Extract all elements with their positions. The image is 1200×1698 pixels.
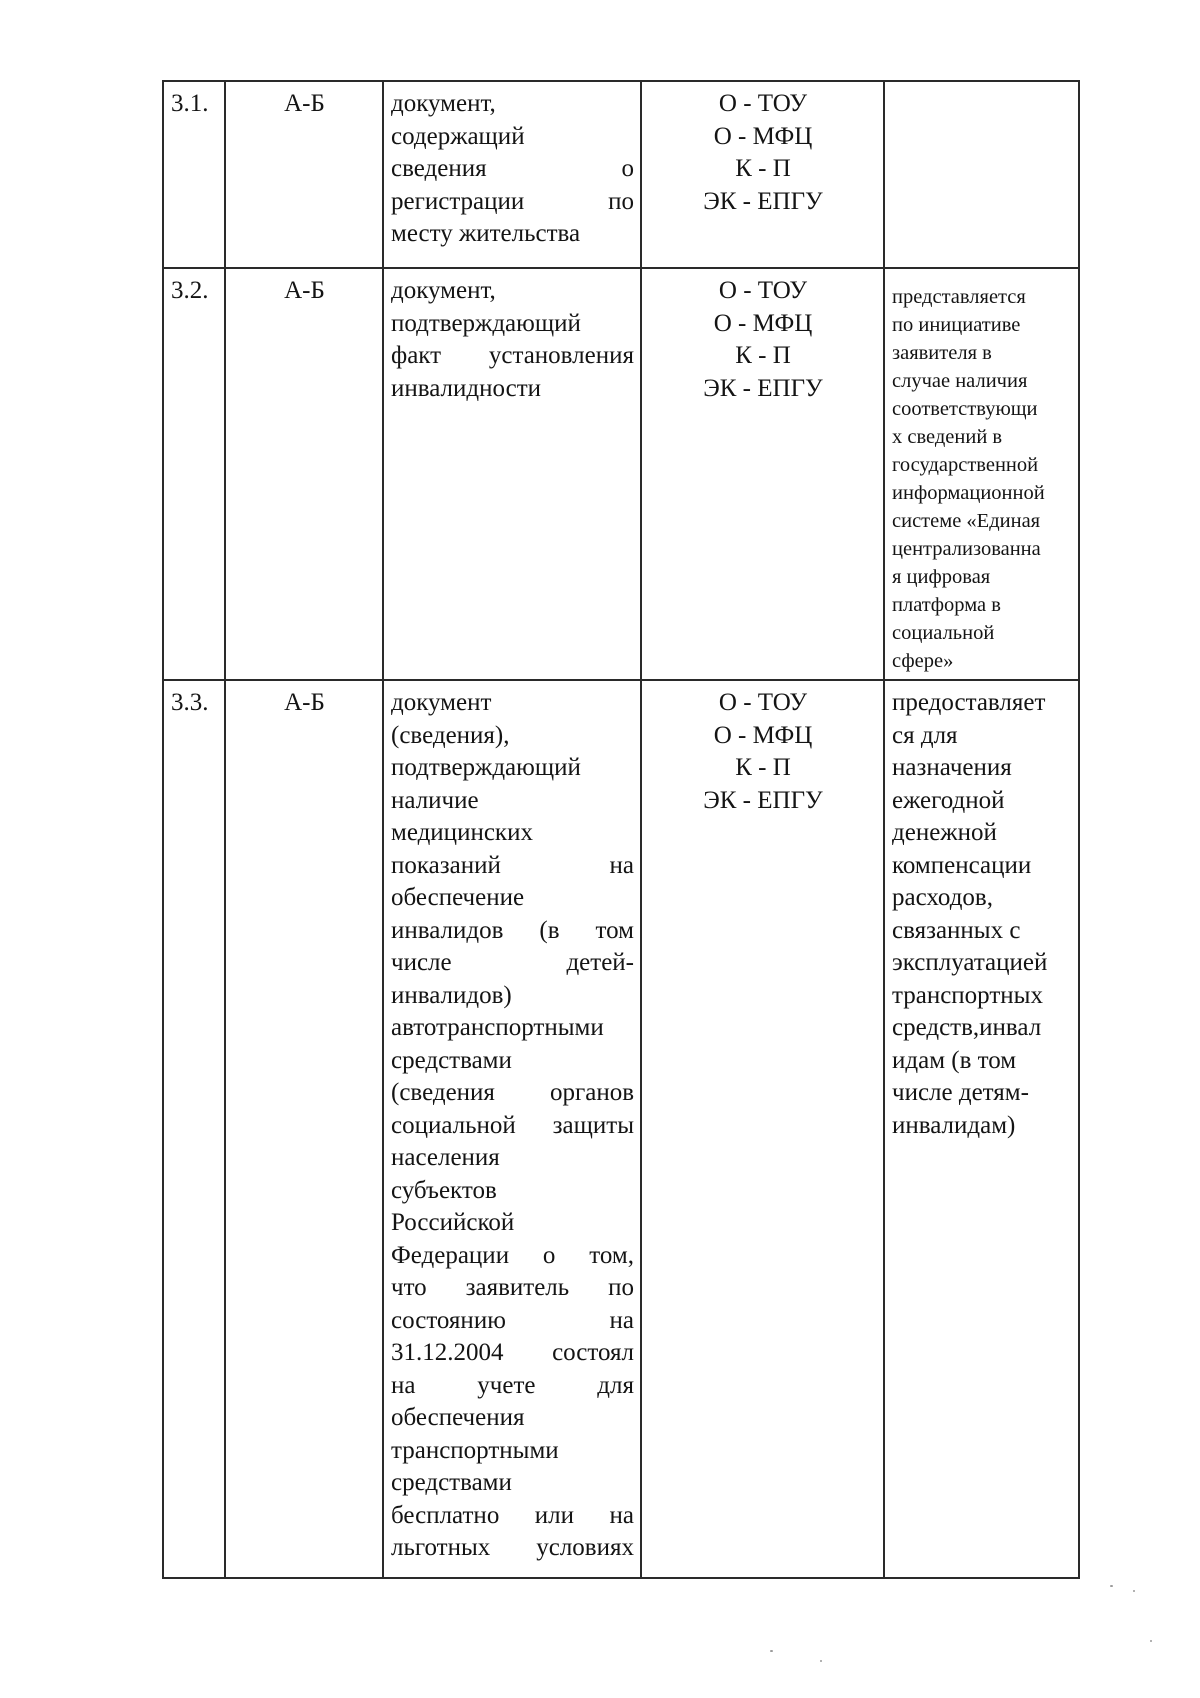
row-category: А-Б	[284, 90, 325, 117]
note-line: платформа в	[892, 594, 1001, 616]
description-line: подтверждающий	[391, 754, 581, 781]
scan-speck	[820, 1660, 822, 1662]
note-line: назначения	[892, 754, 1012, 781]
note-line: системе «Единая	[892, 510, 1041, 532]
description-line: сведения о	[391, 155, 634, 182]
note-cell	[884, 680, 1079, 1578]
category-cell	[225, 680, 383, 1578]
note-cell	[884, 268, 1079, 680]
submission-methods-cell	[641, 268, 884, 680]
description-line: субъектов	[391, 1176, 497, 1204]
note-line: по инициативе	[892, 314, 1021, 336]
description-line: показаний на	[391, 851, 634, 879]
note-line: х сведений в	[892, 426, 1003, 448]
note-cell	[884, 81, 1079, 268]
note-line: инвалидам)	[892, 1111, 1016, 1139]
submission-method: О - ТОУ	[718, 277, 808, 304]
description-line: числе детей-	[391, 949, 634, 976]
row-category: А-Б	[284, 689, 325, 716]
note-line: связанных с	[892, 916, 1021, 944]
description-line: Федерации о том,	[391, 1241, 634, 1269]
note-line: случае наличия	[892, 370, 1028, 392]
submission-method: О - ТОУ	[718, 90, 808, 117]
description-cell	[383, 81, 641, 268]
submission-method: О - ТОУ	[718, 689, 808, 716]
description-line: бесплатно или на	[391, 1501, 634, 1529]
submission-method: К - П	[735, 342, 791, 369]
note-line: информационной	[892, 482, 1045, 504]
submission-method: К - П	[735, 754, 791, 781]
category-cell	[225, 268, 383, 680]
description-line: инвалидов (в том	[391, 916, 634, 944]
description-line: средствами	[391, 1046, 512, 1074]
table-row	[163, 268, 1079, 680]
category-cell	[225, 81, 383, 268]
description-line: (сведения),	[391, 721, 510, 749]
note-line: ежегодной	[892, 786, 1005, 814]
description-line: средствами	[391, 1469, 512, 1496]
description-cell	[383, 680, 641, 1578]
description-line: автотранспортными	[391, 1014, 604, 1041]
note-line: социальной	[892, 622, 995, 644]
description-line: социальной защиты	[391, 1111, 634, 1139]
submission-method: К - П	[735, 155, 791, 182]
description-line: обеспечения	[391, 1404, 525, 1431]
submission-method: ЭК - ЕПГУ	[703, 374, 823, 402]
description-line: состоянию на	[391, 1306, 634, 1334]
note-line: числе детям-	[892, 1079, 1029, 1106]
description-line: документ,	[391, 277, 496, 304]
submission-methods-cell	[641, 680, 884, 1578]
description-line: подтверждающий	[391, 309, 581, 337]
documents-table	[162, 80, 1080, 1579]
scan-speck	[1110, 1585, 1113, 1587]
description-cell	[383, 268, 641, 680]
row-number: 3.3.	[171, 689, 209, 716]
description-line: документ,	[391, 90, 496, 117]
note-line: средств,инвал	[892, 1014, 1042, 1041]
description-line: наличие	[391, 786, 479, 814]
description-line: содержащий	[391, 122, 525, 150]
row-number-cell	[163, 81, 225, 268]
note-line: идам (в том	[892, 1046, 1017, 1074]
note-line: государственной	[892, 454, 1039, 476]
description-line: документ	[391, 689, 492, 716]
note-line: денежной	[892, 819, 997, 846]
description-line: на учете для	[391, 1371, 634, 1399]
description-line: месту жительства	[391, 220, 581, 247]
note-line: эксплуатацией	[892, 949, 1048, 976]
description-line: что заявитель по	[391, 1274, 634, 1301]
row-category: А-Б	[284, 277, 325, 304]
description-line: обеспечение	[391, 884, 525, 911]
note-line: компенсации	[892, 851, 1032, 879]
description-line: инвалидности	[391, 374, 542, 402]
note-line: я цифровая	[892, 566, 991, 588]
submission-methods-cell	[641, 81, 884, 268]
description-line: факт установления	[391, 342, 634, 369]
description-line: инвалидов)	[391, 981, 512, 1009]
description-line: регистрации по	[391, 187, 634, 215]
note-line: заявителя в	[892, 342, 992, 364]
table-row	[163, 680, 1079, 1578]
row-number: 3.1.	[171, 90, 209, 117]
description-line: населения	[391, 1144, 500, 1171]
submission-method: ЭК - ЕПГУ	[703, 786, 823, 814]
row-number-cell	[163, 680, 225, 1578]
description-line: транспортными	[391, 1436, 559, 1464]
submission-method: О - МФЦ	[713, 721, 813, 749]
description-line: Российской	[391, 1209, 515, 1236]
scan-speck	[1133, 1590, 1135, 1592]
note-line: транспортных	[892, 981, 1043, 1009]
description-line: льготных условиях	[391, 1534, 634, 1561]
scan-speck	[1150, 1640, 1152, 1642]
note-line: представляется	[892, 286, 1026, 308]
submission-method: ЭК - ЕПГУ	[703, 187, 823, 215]
description-line: 31.12.2004 состоял	[391, 1339, 634, 1366]
submission-method: О - МФЦ	[713, 309, 813, 337]
row-number: 3.2.	[171, 277, 209, 304]
scan-speck	[770, 1650, 773, 1652]
note-line: сфере»	[892, 650, 954, 672]
description-line: медицинских	[391, 819, 533, 846]
note-line: централизованна	[892, 538, 1041, 560]
row-number-cell	[163, 268, 225, 680]
table-row	[163, 81, 1079, 268]
note-line: соответствующи	[892, 398, 1038, 420]
submission-method: О - МФЦ	[713, 122, 813, 150]
description-line: (сведения органов	[391, 1079, 634, 1106]
note-line: предоставляет	[892, 689, 1046, 716]
note-line: расходов,	[892, 884, 993, 911]
note-line: ся для	[892, 721, 958, 749]
